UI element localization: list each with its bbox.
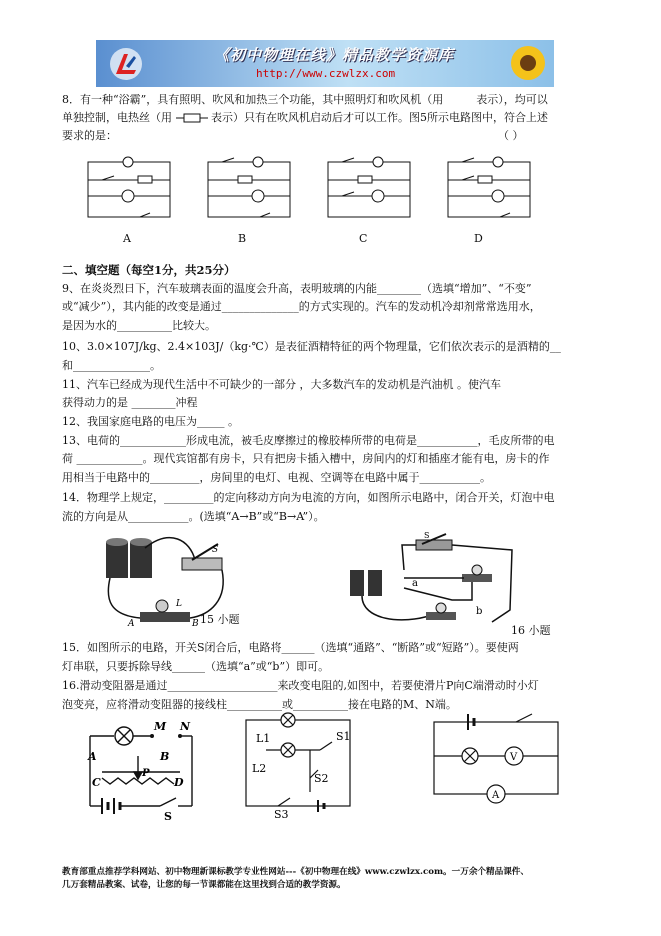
- lamp-fan-symbol-icon: [447, 95, 473, 105]
- battery-pair-icon: [350, 570, 382, 596]
- q8-answer-paren: （ ）: [498, 129, 524, 142]
- fig15-label-l: L: [176, 599, 182, 609]
- q13-line3: 用相当于电路中的_________，房间里的电灯、电视、空调等在电路中属于___________。: [62, 471, 491, 484]
- two-lamp-switch-circuit-diagram: [240, 716, 360, 820]
- fig16-label-b: b: [476, 606, 483, 617]
- label-s2: S2: [314, 772, 329, 785]
- option-d-label: D: [474, 232, 483, 245]
- bulb-holder-icon: [140, 600, 190, 622]
- q10-line1: 10、3.0×107J/kg、2.4×103J/（kg·℃）是表征酒精特征的两个物理量，它们依次表示的是酒精的__: [62, 340, 561, 353]
- q12-line: 12、我国家庭电路的电压为_____ 。: [62, 415, 239, 428]
- ammeter-label: A: [492, 790, 500, 801]
- footer-line1: 教育部重点推荐学科网站、初中物理新课标教学专业性网站---《初中物理在线》www.czwlzx.com。一万余个精品课件、: [62, 867, 529, 877]
- q8-line2: 单独控制，电热丝（用 表示）只有在吹风机启动后才可以工作。图5所示电路图中，符合上述: [62, 111, 548, 124]
- circuit-a: [88, 157, 170, 217]
- q15-line2: 灯串联，只要拆除导线______（选填“a”或“b”）即可。: [62, 660, 330, 673]
- q10-line2: 和______________。: [62, 359, 161, 372]
- label-l2: L2: [252, 762, 267, 775]
- q16-line2: 泡变亮，应将滑动变阻器的接线柱__________或__________接在电路的M、N端。: [62, 698, 457, 711]
- label-s1: S1: [336, 730, 351, 743]
- figure-16: [342, 530, 522, 630]
- site-logo-icon: [108, 46, 144, 82]
- fig15-label-s: S: [212, 545, 219, 555]
- circuit-c: [328, 157, 410, 217]
- battery-pair-icon: [106, 538, 152, 578]
- sunflower-icon: [508, 43, 548, 83]
- label-p: P: [142, 768, 150, 779]
- circuit-d: [448, 157, 530, 217]
- q14-line2: 流的方向是从___________。(选填“A→B”或“B→A”）。: [62, 510, 325, 523]
- label-l1: L1: [256, 732, 271, 745]
- q9-line3: 是因为水的__________比较大。: [62, 319, 216, 332]
- label-a: A: [88, 750, 97, 763]
- fig16-label-s: S: [424, 531, 430, 540]
- fig16-caption: 16 小题: [511, 624, 551, 637]
- q13-line1: 13、电荷的____________形成电流，被毛皮摩擦过的橡胶棒所带的电荷是___________，毛皮所带的电: [62, 434, 555, 447]
- resistor-symbol-icon: [176, 113, 208, 123]
- q8-line1: 8．有一种“浴霸”，具有照明、吹风和加热三个功能，其中照明灯和吹风机（用 表示），均可以: [62, 93, 548, 106]
- q11-line1: 11、汽车已经成为现代生活中不可缺少的一部分 ，大多数汽车的发动机是汽油机 。使汽车: [62, 378, 501, 391]
- option-b-label: B: [238, 232, 247, 245]
- bulb-holder-upper-icon: [462, 565, 492, 582]
- voltmeter-label: V: [510, 752, 518, 763]
- label-d: D: [174, 776, 184, 789]
- option-c-label: C: [359, 232, 368, 245]
- banner-title: 《初中物理在线》精品教学资源库: [214, 46, 455, 64]
- rheostat-circuit-diagram: [80, 716, 210, 823]
- label-s: S: [164, 810, 172, 823]
- fig15-caption: 15 小题: [200, 613, 240, 626]
- fig16-label-a: a: [412, 578, 418, 589]
- footer-line2: 几万套精品教案、试卷，让您的每一节课都能在这里找到合适的教学资源。: [62, 880, 346, 890]
- q8-line3: 要求的是：: [62, 129, 117, 142]
- meter-circuit-diagram: [428, 712, 568, 812]
- q11-line2: 获得动力的是 ________冲程: [62, 396, 198, 409]
- q9-line2: 或“减少”），其内能的改变是通过______________的方式实现的。汽车的发动机冷却剂常常选用水，: [62, 300, 541, 313]
- q16-line1: 16.滑动变阻器是通过____________________来改变电阻的,如图中，若要使滑片P向C端滑动时小灯: [62, 679, 539, 692]
- q14-line1: 14．物理学上规定，_________的定向移动方向为电流的方向，如图所示电路中，闭合开关，灯泡中电: [62, 491, 555, 504]
- label-b: B: [160, 750, 170, 763]
- label-n: N: [180, 720, 191, 733]
- label-m: M: [154, 720, 167, 733]
- label-c: C: [92, 776, 101, 789]
- banner-url[interactable]: http://www.czwlzx.com: [256, 67, 396, 80]
- q9-line1: 9、在炎炎烈日下，汽车玻璃表面的温度会升高，表明玻璃的内能________（选填“增加”、“不变”: [62, 282, 532, 295]
- bulb-holder-lower-icon: [426, 603, 456, 620]
- q13-line2: 荷 ____________。现代宾馆都有房卡，只有把房卡插入槽中，房间内的灯和插座才能有电，房卡的作: [62, 452, 550, 465]
- fig15-label-a: A: [128, 619, 135, 629]
- q8-circuit-diagrams: [80, 150, 600, 230]
- switch-base-icon: [416, 534, 452, 550]
- fig15-label-b: B: [192, 619, 199, 629]
- q15-line1: 15．如图所示的电路，开关S闭合后，电路将______（选填“通路”、“断路”或“短路”）。要使两: [62, 641, 519, 654]
- section-heading: 二、填空题（每空1分，共25分）: [62, 263, 236, 277]
- option-a-label: A: [123, 232, 131, 245]
- circuit-b: [208, 157, 290, 217]
- label-s3: S3: [274, 808, 289, 821]
- header-banner: [96, 40, 554, 87]
